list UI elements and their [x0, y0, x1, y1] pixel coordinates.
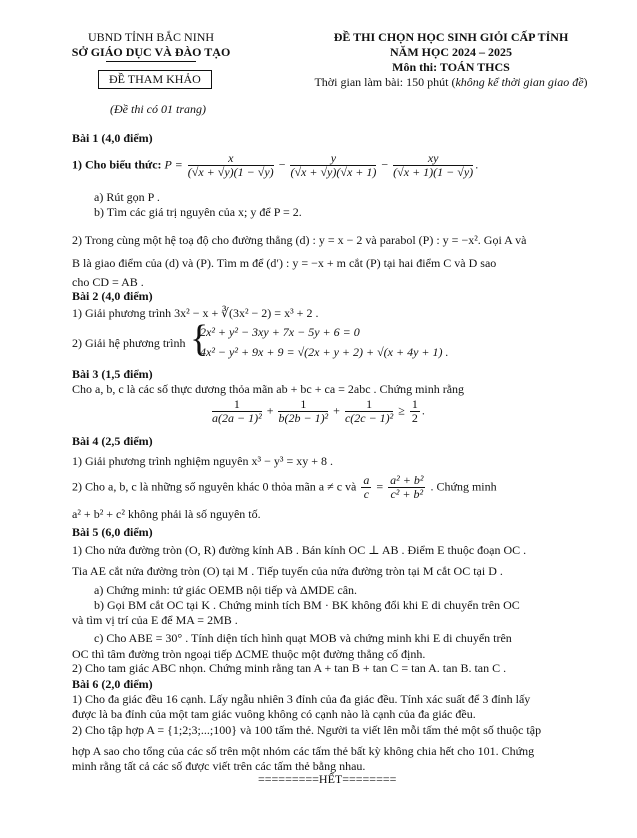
expr-frac-3: $\frac{xy}{(√x + 1)(1 - √y)}$ [393, 151, 474, 179]
bai2-q2-lead: 2) Giải hệ phương trình [72, 336, 186, 350]
bai2-title: Bài 2 (4,0 điểm) [72, 289, 153, 303]
pages-note: (Đề thi có 01 trang) [110, 102, 206, 116]
bai5-b-line1: b) Gọi BM cắt OC tại K . Chứng minh tích BM · BK không đổi khi E di chuyển trên OC [94, 598, 520, 612]
bai5-q2: 2) Cho tam giác ABC nhọn. Chứng minh rằng tan A + tan B + tan C = tan A. tan B. tan C . [72, 661, 507, 675]
bai1-q1-row: 1) Cho biểu thức: P = $\frac{x}{(√x + √y)(1 - √y)}$ − $\frac{y}{(√x + √y)(√x + 1)}$ − $\frac{xy}{(√x + 1)(1 - √y)}$ . [72, 151, 479, 179]
header-left-line2: SỞ GIÁO DỤC VÀ ĐÀO TẠO [71, 45, 231, 59]
header-left-line1: UBND TỈNH BẮC NINH [87, 30, 215, 44]
bai5-title: Bài 5 (6,0 điểm) [72, 525, 153, 539]
bai4-q1: 1) Giải phương trình nghiệm nguyên x³ − y³ = xy + 8 . [72, 454, 333, 468]
bai6-q1-line1: 1) Cho đa giác đều 16 cạnh. Lấy ngẫu nhiên 3 đỉnh của đa giác đều. Tính xác suất để 3 đỉnh lấy [72, 692, 531, 706]
bai4-title: Bài 4 (2,5 điểm) [72, 434, 153, 448]
bai5-c-line1: c) Cho ABE = 30° . Tính diện tích hình quạt MOB và chứng minh khi E di chuyển trên [94, 631, 512, 645]
bai1-q2-line1: 2) Trong cùng một hệ toạ độ cho đường thẳng (d) : y = x − 2 và parabol (P) : y = −x². Gọi A và [72, 233, 527, 247]
reference-exam-box: ĐỀ THAM KHẢO [98, 70, 212, 89]
bai1-q2-line2: B là giao điểm của (d) và (P). Tìm m để (d′) : y = −x + m cắt (P) tại hai điểm C và D sao [72, 256, 497, 270]
header-left-underline [106, 61, 196, 62]
bai6-q2-line1: 2) Cho tập hợp A = {1;2;3;...;100} và 100 tấm thẻ. Người ta viết lên mỗi tấm thẻ một số thuộc tập [72, 723, 542, 737]
time-limit-post: ) [583, 75, 588, 89]
bai6-q2-line3: minh rằng tất cả các số được viết trên các tấm thẻ bằng nhau. [72, 759, 366, 773]
bai5-b-line2: và tìm vị trí của E để MA = 2MB . [72, 613, 238, 627]
bai4-q2-pre: 2) Cho a, b, c là những số nguyên khác 0 thỏa mãn a ≠ c và [72, 479, 357, 494]
time-limit [280, 75, 622, 90]
system-eq2: 4x² − y² + 9x + 9 = √(2x + y + 2) + √(x + 4y + 1) . [200, 345, 449, 359]
bai4-frac-1: $\frac{a}{c}$ [363, 473, 370, 501]
bai3-title: Bài 3 (1,5 điểm) [72, 367, 153, 381]
bai4-q2-row: 2) Cho a, b, c là những số nguyên khác 0 thỏa mãn a ≠ c và $\frac{a}{c}$ = $\frac{\text{a² + b²}}{\text{c² + b²}}$ . Chứng minh [72, 473, 497, 501]
time-limit-pre: Thời gian làm bài: 150 phút ( [314, 75, 456, 89]
system-brace: { [190, 318, 209, 360]
bai1-q1-lead: 1) Cho biểu thức: [72, 157, 162, 172]
bai4-frac-2: $\frac{\text{a² + b²}}{\text{c² + b²}}$ [390, 473, 424, 501]
ineq-frac-2: $\frac{1}{\text{b(2b − 1)²}}$ [278, 397, 329, 425]
bai2-q1: 1) Giải phương trình 3x² − x + ∛(3x² − 2) = x³ + 2 . [72, 306, 319, 320]
end-marker: =========HẾT======== [258, 772, 397, 786]
ineq-rhs: $\frac{1}{2}$ [411, 397, 418, 425]
bai5-c-line2: OC thì tâm đường tròn ngoại tiếp ΔCME thuộc một đường thẳng cố định. [72, 647, 426, 661]
bai4-q2-post: . Chứng minh [430, 479, 497, 494]
bai3-line: Cho a, b, c là các số thực dương thỏa mãn ab + bc + ca = 2abc . Chứng minh rằng [72, 382, 465, 396]
bai6-q2-line2: hợp A sao cho tổng của các số trên một nhóm các tấm thẻ bất kỳ không chia hết cho 101. Chứng [72, 744, 535, 758]
bai1-b: b) Tìm các giá trị nguyên của x; y để P = 2. [94, 205, 302, 219]
system-eq1: 2x² + y² − 3xy + 7x − 5y + 6 = 0 [200, 325, 360, 339]
subject: Môn thi: TOÁN THCS [392, 60, 510, 74]
bai1-a: a) Rút gọn P . [94, 190, 160, 204]
bai1-q2-line3: cho CD = AB . [72, 275, 144, 289]
exam-title: ĐỀ THI CHỌN HỌC SINH GIỎI CẤP TỈNH [333, 30, 569, 44]
ineq-frac-1: $\frac{1}{\text{a(2a − 1)²}}$ [212, 397, 262, 425]
bai6-title: Bài 6 (2,0 điểm) [72, 677, 153, 691]
bai5-q1-line2: Tia AE cắt nửa đường tròn (O) tại M . Tiếp tuyến của nửa đường tròn tại M cắt OC tại D . [72, 564, 503, 578]
bai6-q1-line2: được là ba đỉnh của một tam giác vuông không có cạnh nào là cạnh của đa giác đều. [72, 707, 476, 721]
bai5-a: a) Chứng minh: tứ giác OEMB nội tiếp và ΔMDE cân. [94, 583, 358, 597]
school-year: NĂM HỌC 2024 – 2025 [390, 45, 512, 59]
ineq-frac-3: $\frac{1}{\text{c(2c − 1)²}}$ [344, 397, 394, 425]
expr-frac-1: $\frac{x}{(√x + √y)(1 - √y)}$ [187, 151, 274, 179]
bai5-q1-line1: 1) Cho nửa đường tròn (O, R) đường kính AB . Bán kính OC ⊥ AB . Điểm E thuộc đoạn OC . [72, 543, 527, 557]
bai1-title: Bài 1 (4,0 điểm) [72, 131, 153, 145]
expr-frac-2: $\frac{y}{(√x + √y)(√x + 1)}$ [290, 151, 377, 179]
bai3-inequality: $\frac{1}{\text{a(2a − 1)²}}$ + $\frac{1}{\text{b(2b − 1)²}}$ + $\frac{1}{\text{c(2c − 1)²}}$ ≥ $\frac{1}{2}$ . [212, 397, 425, 425]
bai4-q2-line2: a² + b² + c² không phải là số nguyên tố. [72, 507, 261, 521]
time-limit-italic: không kể thời gian giao đề [455, 75, 584, 89]
